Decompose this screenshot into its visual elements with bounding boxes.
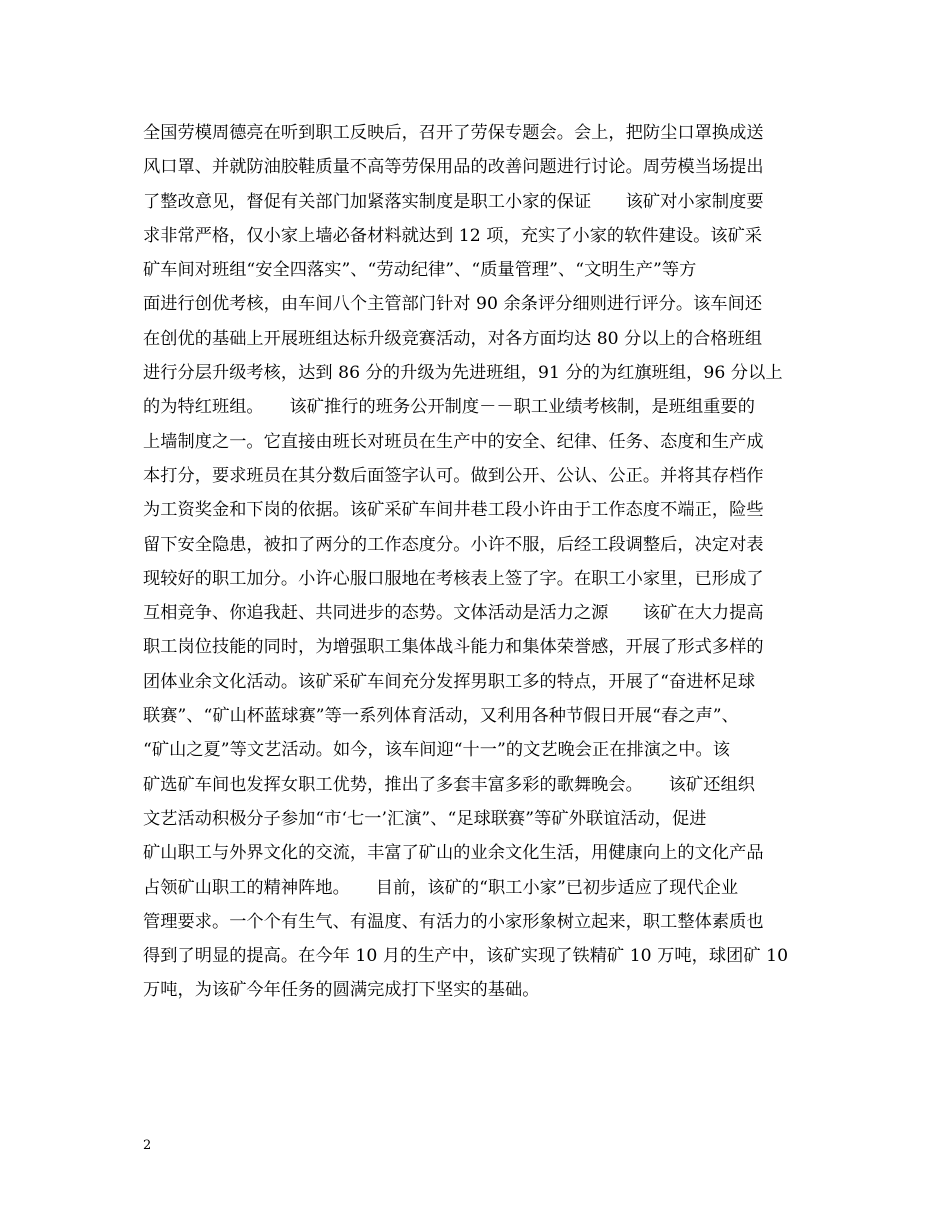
text-line: 为工资奖金和下岗的依据。该矿采矿车间井巷工段小许由于工作态度不端正，险些	[143, 500, 764, 521]
text-line: 的为特红班组。 该矿推行的班务公开制度－－职工业绩考核制，是班组重要的	[143, 397, 755, 418]
text-line: 矿车间对班组“安全四落实”、“劳动纪律”、“质量管理”、“文明生产”等方	[143, 260, 697, 281]
text-line: 得到了明显的提高。在今年 10 月的生产中，该矿实现了铁精矿 10 万吨，球团矿 10	[143, 946, 789, 967]
text-line: 全国劳模周德亮在听到职工反映后，召开了劳保专题会。会上，把防尘口罩换成送	[143, 123, 764, 143]
text-line: 职工岗位技能的同时，为增强职工集体战斗能力和集体荣誉感，开展了形式多样的	[143, 637, 764, 658]
text-line: 万吨，为该矿今年任务的圆满完成打下坚实的基础。	[143, 980, 540, 1001]
text-line: 联赛”、“矿山杯蓝球赛”等一系列体育活动，又利用各种节假日开展“春之声”、	[143, 706, 739, 727]
text-line: 风口罩、并就防油胶鞋质量不高等劳保用品的改善问题进行讨论。周劳模当场提出	[143, 157, 764, 178]
text-line: 互相竞争、你追我赶、共同进步的态势。文体活动是活力之源 该矿在大力提高	[143, 603, 764, 624]
text-line: 矿山职工与外界文化的交流，丰富了矿山的业余文化生活，用健康向上的文化产品	[143, 843, 764, 864]
text-line: 求非常严格，仅小家上墙必备材料就达到 12 项，充实了小家的软件建设。该矿采	[143, 225, 763, 246]
text-line: 在创优的基础上开展班组达标升级竞赛活动，对各方面均达 80 分以上的合格班组	[143, 328, 763, 349]
body-text	[143, 116, 815, 1008]
text-line: 留下安全隐患，被扣了两分的工作态度分。小许不服，后经工段调整后，决定对表	[143, 534, 764, 555]
text-line: 占领矿山职工的精神阵地。 目前，该矿的“职工小家”已初步适应了现代企业	[143, 877, 739, 898]
text-line: 矿选矿车间也发挥女职工优势，推出了多套丰富多彩的歌舞晚会。 该矿还组织	[143, 774, 755, 795]
text-line: 管理要求。一个个有生气、有温度、有活力的小家形象树立起来，职工整体素质也	[143, 911, 764, 932]
text-line: 面进行创优考核，由车间八个主管部门针对 90 余条评分细则进行评分。该车间还	[143, 294, 763, 315]
text-line: 了整改意见，督促有关部门加紧落实制度是职工小家的保证 该矿对小家制度要	[143, 191, 764, 212]
text-line: 团体业余文化活动。该矿采矿车间充分发挥男职工多的特点，开展了“奋进杯足球	[143, 671, 756, 692]
text-line: 上墙制度之一。它直接由班长对班员在生产中的安全、纪律、任务、态度和生产成	[143, 431, 764, 452]
text-line: “矿山之夏”等文艺活动。如今，该车间迎“十一”的文艺晚会正在排演之中。该	[143, 740, 730, 761]
page-number: 2	[143, 1138, 152, 1153]
text-line: 现较好的职工加分。小许心服口服地在考核表上签了字。在职工小家里，已形成了	[143, 568, 764, 589]
text-line: 文艺活动积极分子参加“市‘七一’汇演”、“足球联赛”等矿外联谊活动，促进	[143, 808, 707, 829]
text-line: 本打分，要求班员在其分数后面签字认可。做到公开、公认、公正。并将其存档作	[143, 465, 764, 486]
text-line: 进行分层升级考核，达到 86 分的升级为先进班组，91 分的为红旗班组，96 分以上	[143, 363, 783, 384]
